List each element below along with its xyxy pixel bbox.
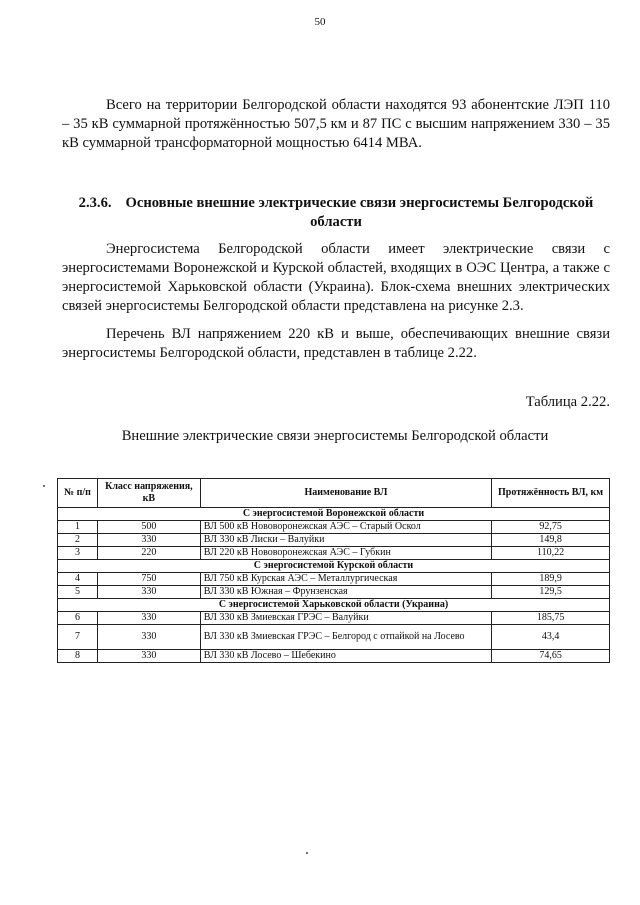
cell-length: 110,22 <box>492 547 610 560</box>
cell-voltage: 750 <box>97 573 200 586</box>
table-row <box>58 521 610 534</box>
cell-length: 74,65 <box>492 650 610 663</box>
cell-line-name: ВЛ 330 кВ Лосево – Шебекино <box>200 650 491 663</box>
group-row <box>58 599 610 612</box>
cell-number: 3 <box>58 547 98 560</box>
table-row <box>58 612 610 625</box>
paragraph-line-list: Перечень ВЛ напряжением 220 кВ и выше, обеспечивающих внешние связи энергосистемы Белгородской области, представлен в таблице 2.22. <box>62 326 610 361</box>
cell-voltage: 330 <box>97 625 200 650</box>
table-header-row <box>58 479 610 508</box>
group-title: С энергосистемой Харьковской области (Украина) <box>58 599 610 612</box>
table-row <box>58 586 610 599</box>
intro-paragraph: Всего на территории Белгородской области находятся 93 абонентские ЛЭП 110 – 35 кВ суммарной протяжённостью 507,5 км и 87 ПС с высшим напряжением 330 – 35 кВ суммарной трансформаторной мощностью 6414 МВА. <box>62 97 610 151</box>
cell-line-name: ВЛ 330 кВ Змиевская ГРЭС – Валуйки <box>200 612 491 625</box>
external-links-table <box>57 478 610 663</box>
cell-length: 43,4 <box>492 625 610 650</box>
cell-line-name: ВЛ 330 кВ Южная – Фрунзенская <box>200 586 491 599</box>
cell-voltage: 330 <box>97 534 200 547</box>
cell-length: 129,5 <box>492 586 610 599</box>
cell-line-name: ВЛ 500 кВ Нововоронежская АЭС – Старый Оскол <box>200 521 491 534</box>
cell-voltage: 220 <box>97 547 200 560</box>
table-row <box>58 625 610 650</box>
header-line-name: Наименование ВЛ <box>200 479 491 508</box>
cell-number: 4 <box>58 573 98 586</box>
scan-speck <box>43 485 45 487</box>
cell-number: 2 <box>58 534 98 547</box>
cell-length: 189,9 <box>492 573 610 586</box>
group-title: С энергосистемой Воронежской области <box>58 508 610 521</box>
group-row <box>58 560 610 573</box>
cell-number: 8 <box>58 650 98 663</box>
cell-voltage: 500 <box>97 521 200 534</box>
group-row <box>58 508 610 521</box>
header-length: Протяжённость ВЛ, км <box>492 479 610 508</box>
cell-line-name: ВЛ 750 кВ Курская АЭС – Металлургическая <box>200 573 491 586</box>
cell-line-name: ВЛ 220 кВ Нововоронежская АЭС – Губкин <box>200 547 491 560</box>
page-number: 50 <box>314 16 326 28</box>
cell-length: 92,75 <box>492 521 610 534</box>
section-title: Основные внешние электрические связи энергосистемы Белгородской области <box>125 195 594 230</box>
table-title: Внешние электрические связи энергосистемы Белгородской области <box>121 428 549 444</box>
cell-length: 149,8 <box>492 534 610 547</box>
table-label: Таблица 2.22. <box>525 394 610 410</box>
cell-voltage: 330 <box>97 612 200 625</box>
table-row <box>58 547 610 560</box>
cell-number: 5 <box>58 586 98 599</box>
section-heading <box>62 194 610 232</box>
cell-number: 1 <box>58 521 98 534</box>
cell-voltage: 330 <box>97 586 200 599</box>
header-voltage: Класс напряжения, кВ <box>97 479 200 508</box>
cell-voltage: 330 <box>97 650 200 663</box>
cell-number: 6 <box>58 612 98 625</box>
group-title: С энергосистемой Курской области <box>58 560 610 573</box>
table-row <box>58 650 610 663</box>
table-row <box>58 534 610 547</box>
paragraph-energy-system: Энергосистема Белгородской области имеет электрические связи с энергосистемами Воронежской и Курской областей, входящих в ОЭС Центра, а также с энергосистемой Харьковской области (Украина). Блок-схема внешних электрических связей энергосистемы Белгородской области представлена на рисунке 2.3. <box>62 241 610 314</box>
table-row <box>58 573 610 586</box>
scan-speck <box>306 852 308 854</box>
cell-length: 185,75 <box>492 612 610 625</box>
cell-line-name: ВЛ 330 кВ Змиевская ГРЭС – Белгород с отпайкой на Лосево <box>200 625 491 650</box>
cell-number: 7 <box>58 625 98 650</box>
cell-line-name: ВЛ 330 кВ Лиски – Валуйки <box>200 534 491 547</box>
header-number: № п/п <box>58 479 98 508</box>
section-number: 2.3.6. <box>78 195 112 211</box>
